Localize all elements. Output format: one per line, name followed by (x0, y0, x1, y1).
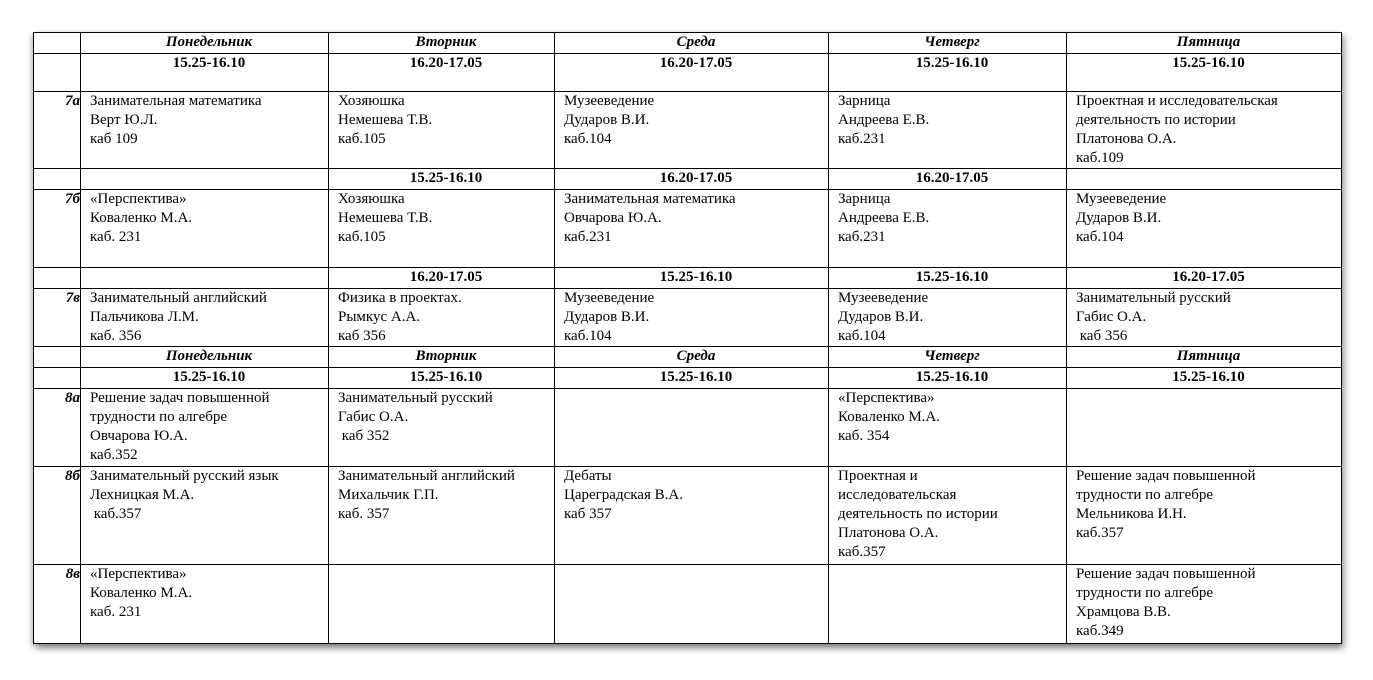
class-row (34, 190, 1342, 268)
activity-line: каб.105 (338, 131, 386, 147)
activity-line: Андреева Е.В. (838, 112, 930, 128)
class-row (34, 92, 1342, 169)
activity-line: Физика в проектах. (338, 290, 462, 306)
time-cell: 15.25-16.10 (555, 368, 829, 389)
activity-line: деятельность по истории (838, 506, 998, 522)
activity-line: трудности по алгебре (1076, 487, 1214, 503)
activity-line: Немешева Т.В. (338, 210, 433, 226)
corner-cell (34, 368, 81, 389)
time-cell: 15.25-16.10 (1067, 54, 1342, 92)
activity-line: Проектная и исследовательская (1076, 93, 1278, 109)
time-cell: 16.20-17.05 (329, 268, 555, 289)
activity-cell (555, 92, 829, 169)
activity-cell (555, 565, 829, 644)
activity-cell (81, 190, 329, 268)
activity-line: каб. 231 (90, 229, 142, 245)
time-cell (81, 268, 329, 289)
activity-line: Цареградская В.А. (564, 487, 683, 503)
day-header-cell: Понедельник (81, 33, 329, 54)
time-cell: 15.25-16.10 (81, 368, 329, 389)
class-row (34, 289, 1342, 347)
time-cell: 15.25-16.10 (329, 169, 555, 190)
activity-line: трудности по алгебре (90, 409, 228, 425)
activity-line: каб 356 (338, 328, 386, 344)
activity-line: Михальчик Г.П. (338, 487, 439, 503)
activity-line: каб 109 (90, 131, 138, 147)
schedule-table (33, 32, 1342, 644)
day-header-cell: Вторник (329, 347, 555, 368)
activity-line: Габис О.А. (338, 409, 409, 425)
activity-line: «Перспектива» (90, 566, 187, 582)
activity-line: Занимательный русский (1076, 290, 1231, 306)
activity-line: Платонова О.А. (838, 525, 939, 541)
time-cell: 15.25-16.10 (829, 368, 1067, 389)
activity-cell (81, 92, 329, 169)
activity-line: каб.349 (1076, 623, 1124, 639)
activity-line: каб 352 (338, 428, 390, 444)
class-label: 8в (34, 565, 81, 644)
activity-cell (329, 467, 555, 565)
activity-line: Занимательная математика (564, 191, 736, 207)
activity-line: каб. 231 (90, 604, 142, 620)
time-cell: 16.20-17.05 (829, 169, 1067, 190)
class-row (34, 467, 1342, 565)
activity-line: «Перспектива» (838, 390, 935, 406)
activity-cell (1067, 190, 1342, 268)
time-cell: 16.20-17.05 (555, 54, 829, 92)
day-header-row (34, 347, 1342, 368)
activity-line: каб.109 (1076, 150, 1124, 166)
time-cell: 15.25-16.10 (829, 268, 1067, 289)
activity-line: Занимательная математика (90, 93, 262, 109)
activity-cell (1067, 92, 1342, 169)
activity-line: Коваленко М.А. (90, 210, 193, 226)
class-row (34, 389, 1342, 467)
activity-line: Решение задач повышенной (90, 390, 270, 406)
activity-line: каб. 356 (90, 328, 142, 344)
activity-cell (1067, 565, 1342, 644)
activity-cell (329, 565, 555, 644)
activity-line: Овчарова Ю.А. (90, 428, 188, 444)
time-row (34, 169, 1342, 190)
corner-cell (34, 169, 81, 190)
day-header-cell: Вторник (329, 33, 555, 54)
time-row (34, 268, 1342, 289)
class-label: 7б (34, 190, 81, 268)
activity-line: Пальчикова Л.М. (90, 309, 199, 325)
activity-line: Хозяюшка (338, 93, 405, 109)
activity-line: каб.231 (564, 229, 612, 245)
activity-line: каб.104 (564, 131, 612, 147)
activity-line: Дударов В.И. (1076, 210, 1162, 226)
time-row (34, 54, 1342, 92)
activity-line: Занимательный русский язык (90, 468, 279, 484)
activity-line: Дударов В.И. (564, 112, 650, 128)
activity-cell (329, 289, 555, 347)
time-cell (81, 169, 329, 190)
activity-cell (329, 190, 555, 268)
class-label: 7а (34, 92, 81, 169)
activity-line: исследовательская (838, 487, 957, 503)
activity-line: Музееведение (564, 93, 655, 109)
activity-line: Лехницкая М.А. (90, 487, 195, 503)
activity-line: Дударов В.И. (564, 309, 650, 325)
activity-cell (1067, 467, 1342, 565)
time-cell: 15.25-16.10 (1067, 368, 1342, 389)
time-cell: 16.20-17.05 (555, 169, 829, 190)
day-header-cell: Понедельник (81, 347, 329, 368)
activity-cell (81, 389, 329, 467)
corner-cell (34, 33, 81, 54)
activity-line: каб. 357 (338, 506, 390, 522)
activity-line: Занимательный русский (338, 390, 493, 406)
activity-line: каб.357 (1076, 525, 1124, 541)
day-header-cell: Четверг (829, 33, 1067, 54)
activity-line: Занимательный английский (90, 290, 267, 306)
time-row (34, 368, 1342, 389)
day-header-cell: Четверг (829, 347, 1067, 368)
activity-line: каб.105 (338, 229, 386, 245)
activity-line: Верт Ю.Л. (90, 112, 158, 128)
activity-line: каб 356 (1076, 328, 1128, 344)
activity-line: каб.104 (838, 328, 886, 344)
day-header-cell: Среда (555, 33, 829, 54)
activity-line: Дебаты (564, 468, 612, 484)
schedule-document (33, 32, 1341, 644)
activity-line: Коваленко М.А. (838, 409, 941, 425)
activity-line: Проектная и (838, 468, 918, 484)
activity-line: Решение задач повышенной (1076, 468, 1256, 484)
activity-line: Габис О.А. (1076, 309, 1147, 325)
activity-line: каб.231 (838, 131, 886, 147)
activity-cell (829, 389, 1067, 467)
time-cell (1067, 169, 1342, 190)
activity-line: Решение задач повышенной (1076, 566, 1256, 582)
day-header-cell: Пятница (1067, 347, 1342, 368)
time-cell: 16.20-17.05 (329, 54, 555, 92)
activity-cell (555, 190, 829, 268)
activity-line: Музееведение (1076, 191, 1167, 207)
time-cell: 16.20-17.05 (1067, 268, 1342, 289)
activity-cell (829, 467, 1067, 565)
class-row (34, 565, 1342, 644)
class-label: 8б (34, 467, 81, 565)
activity-cell (829, 289, 1067, 347)
time-cell: 15.25-16.10 (829, 54, 1067, 92)
activity-cell (81, 565, 329, 644)
activity-cell (829, 92, 1067, 169)
activity-cell (829, 565, 1067, 644)
activity-line: трудности по алгебре (1076, 585, 1214, 601)
corner-cell (34, 347, 81, 368)
activity-line: Хозяюшка (338, 191, 405, 207)
activity-line: каб 357 (564, 506, 612, 522)
activity-cell (329, 389, 555, 467)
corner-cell (34, 54, 81, 92)
activity-line: Мельникова И.Н. (1076, 506, 1187, 522)
activity-line: Музееведение (838, 290, 929, 306)
activity-line: каб.104 (564, 328, 612, 344)
activity-line: Зарница (838, 93, 891, 109)
class-label: 7в (34, 289, 81, 347)
activity-line: Храмцова В.В. (1076, 604, 1171, 620)
day-header-row (34, 33, 1342, 54)
activity-line: Коваленко М.А. (90, 585, 193, 601)
day-header-cell: Среда (555, 347, 829, 368)
time-cell: 15.25-16.10 (81, 54, 329, 92)
activity-line: Занимательный английский (338, 468, 515, 484)
activity-line: Дударов В.И. (838, 309, 924, 325)
activity-line: каб.352 (90, 447, 138, 463)
activity-line: каб.357 (90, 506, 142, 522)
activity-line: Овчарова Ю.А. (564, 210, 662, 226)
corner-cell (34, 268, 81, 289)
activity-cell (1067, 389, 1342, 467)
activity-cell (555, 389, 829, 467)
class-label: 8а (34, 389, 81, 467)
day-header-cell: Пятница (1067, 33, 1342, 54)
time-cell: 15.25-16.10 (329, 368, 555, 389)
activity-line: каб.104 (1076, 229, 1124, 245)
activity-line: Андреева Е.В. (838, 210, 930, 226)
activity-line: деятельность по истории (1076, 112, 1236, 128)
activity-cell (81, 289, 329, 347)
activity-line: Немешева Т.В. (338, 112, 433, 128)
activity-line: Зарница (838, 191, 891, 207)
activity-line: Музееведение (564, 290, 655, 306)
activity-cell (555, 289, 829, 347)
activity-line: каб.357 (838, 544, 886, 560)
time-cell: 15.25-16.10 (555, 268, 829, 289)
activity-line: каб. 354 (838, 428, 890, 444)
activity-cell (329, 92, 555, 169)
activity-cell (1067, 289, 1342, 347)
activity-line: «Перспектива» (90, 191, 187, 207)
activity-line: Рымкус А.А. (338, 309, 421, 325)
activity-cell (555, 467, 829, 565)
activity-line: Платонова О.А. (1076, 131, 1177, 147)
activity-cell (81, 467, 329, 565)
activity-cell (829, 190, 1067, 268)
activity-line: каб.231 (838, 229, 886, 245)
